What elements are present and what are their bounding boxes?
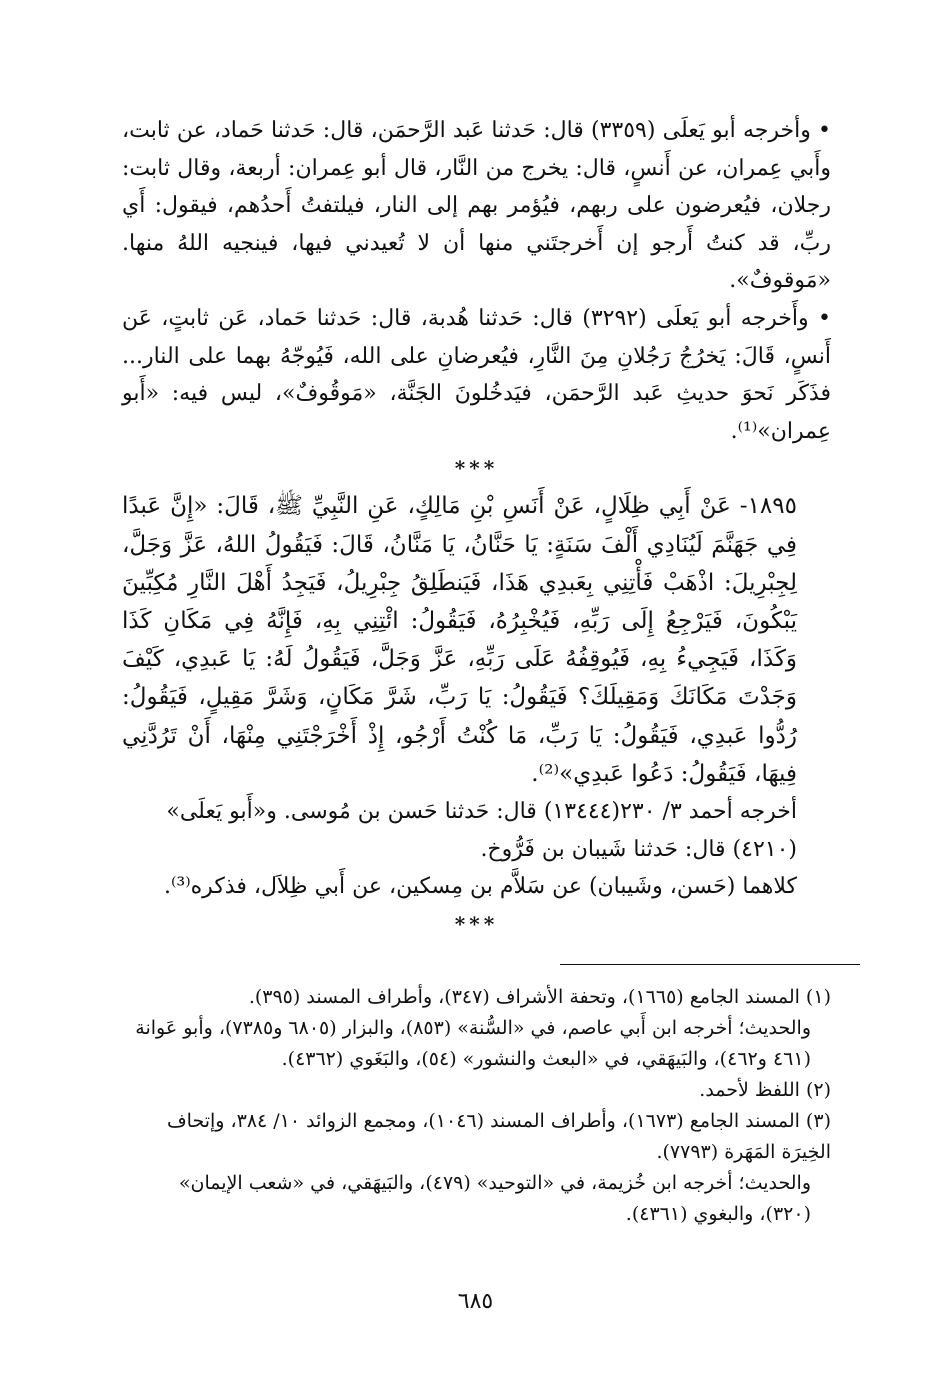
section-separator-stars: *** xyxy=(454,911,499,936)
footnote-3: (٣) المسند الجامع (١٦٧٣)، وأطراف المسند (١٠٤٦)، ومجمع الزوائد ١٠/ ٣٨٤، وإتحاف الخِيرَة المَهَرة (٧٧٩٣). xyxy=(166,1110,831,1163)
footnote-1: (١) المسند الجامع (١٦٦٥)، وتحفة الأشراف (٣٤٧)، وأطراف المسند (٣٩٥). xyxy=(248,986,831,1008)
paragraph-abu-yala-3359: • وأخرجه أبو يَعلَى (٣٣٥٩) قال: حَدثنا عَبد الرَّحمَن، قال: حَدثنا حَماد، عن ثابت، وأَبي عِمران، عن أَنسٍ، قال: يخرج من النَّار، قال أبو عِمران: أربعة، وقال ثابت: رجلان، فيُعرضون على ربهم، فيُؤمر بهم إلى النار، فيلتفتُ أَحدُهم، فيقول: أَي ربِّ، قد كنتُ أَرجو إن أَخرجتَني منها أن لا تُعيدني فيها، فينجيه اللهُ منها. «مَوقوفٌ». xyxy=(122,112,831,300)
footnote-3-continuation: والحديث؛ أخرجه ابن خُزيمة، في «التوحيد» (٤٧٩)، والبَيهَقي، في «شعب الإيمان» (٣٢٠)، والبغوي (٤٣٦١). xyxy=(178,1172,811,1225)
footnote-2: (٢) اللفظ لأحمد. xyxy=(699,1079,831,1101)
paragraph-abu-yala-3292: • وأَخرجه أبو يَعلَى (٣٢٩٢) قال: حَدثنا هُدبة، قال: حَدثنا حَماد، عَن ثابتٍ، عَن أَنسٍ، قَالَ: يَخرُجُ رَجُلانِ مِنَ النَّارِ، فيُعرضانِ على الله، فَيُوجّهُ بهما على النار... فذَكَر نَحوَ حديثِ عَبد الرَّحمَن، فيَدخُلونَ الجَنَّة، «مَوقُوفٌ»، ليس فيه: «أَبو عِمران»⁽¹⁾. xyxy=(122,300,831,450)
footnote-1-continuation: والحديث؛ أخرجه ابن أَبي عاصم، في «السُّنة» (٨٥٣)، والبزار (٦٨٠٥ و٧٣٨٥)، وأبو عَوانة (٤٦١ و٤٦٢)، والبَيهَقي، في «البعث والنشور» (٥٤)، والبَغَوي (٤٣٦٢). xyxy=(135,1017,811,1070)
hadith-1895: ١٨٩٥- عَنْ أَبِي ظِلَالٍ، عَنْ أَنَسِ بْنِ مَالِكٍ، عَنِ النَّبِيِّ ﷺ، قَالَ: «إِنَّ عَبدًا فِي جَهَنَّمَ لَيُنَادِي أَلْفَ سَنَةٍ: يَا حَنَّانُ، يَا مَنَّانُ، قَالَ: فَيَقُولُ اللهُ، عَزَّ وَجَلَّ، لِجِبْرِيلَ: اذْهَبْ فَأْتِنِي بِعَبدِي هَذَا، فَيَنطَلِقُ جِبْرِيلُ، فَيَجِدُ أَهْلَ النَّارِ مُكِبِّينَ يَبْكُونَ، فَيَرْجِعُ إِلَى رَبِّهِ، فَيُخْبِرُهُ، فَيَقُولُ: ائْتِنِي بِهِ، فَإِنَّهُ فِي مَكَانِ كَذَا وَكَذَا، فَيَجِيءُ بِهِ، فَيُوقِفُهُ عَلَى رَبِّهِ، عَزَّ وَجَلَّ، فَيَقُولُ لَهُ: يَا عَبدِي، كَيْفَ وَجَدْتَ مَكَانَكَ وَمَقِيلَكَ؟ فَيَقُولُ: يَا رَبِّ، شَرَّ مَكَانٍ، وَشَرَّ مَقِيلٍ، فَيَقُولُ: رُدُّوا عَبدِي، فَيَقُولُ: يَا رَبِّ، مَا كُنْتُ أَرْجُو، إِذْ أَخْرَجْتَنِي مِنْهَا، أَنْ تَرُدَّنِي فِيهَا، فَيَقُولُ: دَعُوا عَبدِي»⁽²⁾. xyxy=(122,493,797,787)
main-text xyxy=(122,112,831,943)
section-separator-stars: *** xyxy=(454,456,499,481)
hadith-source-ahmad: أخرجه أحمد ٣/ ٢٣٠(١٣٤٤٤) قال: حَدثنا حَسن بن مُوسى. و«أَبو يَعلَى» (٤٢١٠) قال: حَدثنا شَيبان بن فَرُّوخ. xyxy=(166,798,797,862)
hadith-source-chain: كلاهما (حَسن، وشَيبان) عن سَلاَّم بن مِسكين، عن أَبي ظِلاَل، فذكره⁽³⁾. xyxy=(164,874,797,900)
footnote-divider xyxy=(560,964,860,965)
page-number: ٦٨٥ xyxy=(457,1289,494,1314)
footnotes xyxy=(122,982,831,1230)
